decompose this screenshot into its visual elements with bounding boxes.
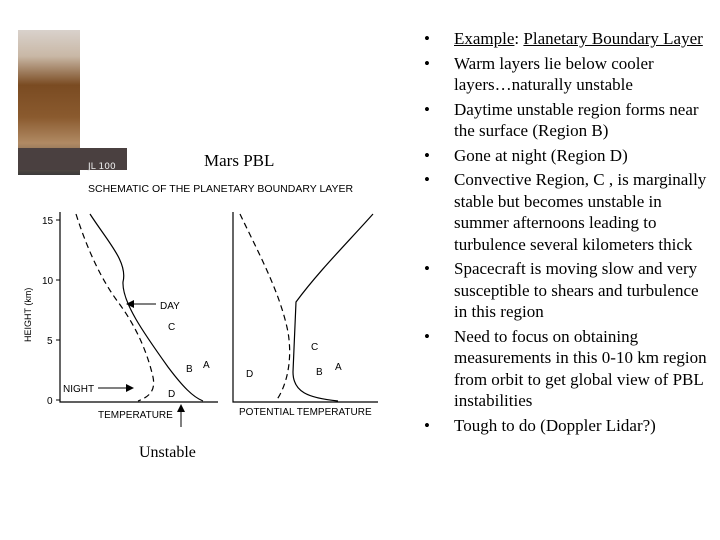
bullet-dot: • (424, 326, 430, 346)
night-label: NIGHT (63, 384, 95, 395)
ytick-0: 0 (47, 396, 53, 407)
bullet-item (424, 326, 714, 412)
potential-temperature-xlabel: POTENTIAL TEMPERATURE (239, 407, 372, 418)
example-separator: : (514, 29, 524, 48)
unstable-caption: Unstable (139, 444, 196, 461)
bullet-item (424, 415, 714, 437)
right-region-c-label: C (311, 342, 319, 353)
day-label: DAY (160, 301, 180, 312)
right-region-a-label: A (335, 362, 342, 373)
bullet-text: Spacecraft is moving slow and very susceptible to shears and turbulence in this region (454, 259, 699, 321)
bullet-text: Gone at night (Region D) (454, 145, 628, 165)
bullet-dot: • (424, 99, 430, 119)
pbl-schematic (18, 172, 388, 427)
bullet-text: Tough to do (Doppler Lidar?) (454, 415, 656, 435)
bullet-dot: • (424, 415, 430, 435)
bullet-example (424, 28, 714, 50)
day-potential-curve (293, 214, 373, 401)
bullet-item (424, 169, 714, 255)
left-panel-axes (60, 212, 218, 402)
y-axis-label: HEIGHT (km) (23, 287, 33, 342)
bullet-item (424, 99, 714, 142)
bullet-dot: • (424, 53, 430, 73)
example-label: Example (454, 29, 515, 48)
example-topic: Planetary Boundary Layer (523, 29, 703, 48)
bullet-dot: • (424, 170, 430, 189)
bullet-item (424, 145, 714, 167)
mars-photo (18, 30, 127, 175)
bullet-text: Need to focus on obtaining measurements in this 0-10 km region from orbit to get global view of PBL instabilities (454, 326, 707, 410)
right-region-b-label: B (316, 367, 323, 378)
region-a-label: A (203, 360, 210, 371)
bullet-dot: • (424, 145, 430, 165)
mars-pbl-caption: Mars PBL (204, 151, 275, 170)
bullet-dot: • (424, 259, 430, 278)
ytick-10: 10 (42, 276, 54, 287)
region-b-label: B (186, 364, 193, 375)
bullet-list (424, 28, 714, 439)
temperature-xlabel: TEMPERATURE (98, 410, 173, 421)
region-d-label: D (168, 389, 176, 400)
bullet-text: Daytime unstable region forms near the surface (Region B) (454, 99, 699, 140)
ytick-5: 5 (47, 336, 53, 347)
bullet-item (424, 258, 714, 323)
photo-label: JL 100 (88, 162, 116, 172)
region-c-label: C (168, 322, 176, 333)
bullet-text: Warm layers lie below cooler layers…naturally unstable (454, 53, 654, 94)
night-curve (76, 214, 154, 401)
ytick-15: 15 (42, 216, 54, 227)
right-panel-axes (233, 212, 378, 402)
schematic-title: SCHEMATIC OF THE PLANETARY BOUNDARY LAYER (88, 183, 354, 195)
bullet-text: Convective Region, C , is marginally stable but becomes unstable in summer afternoons leading to turbulence several kilometers thick (454, 170, 707, 254)
right-region-d-label: D (246, 369, 254, 380)
bullet-item (424, 53, 714, 96)
bullet-dot: • (424, 29, 430, 48)
